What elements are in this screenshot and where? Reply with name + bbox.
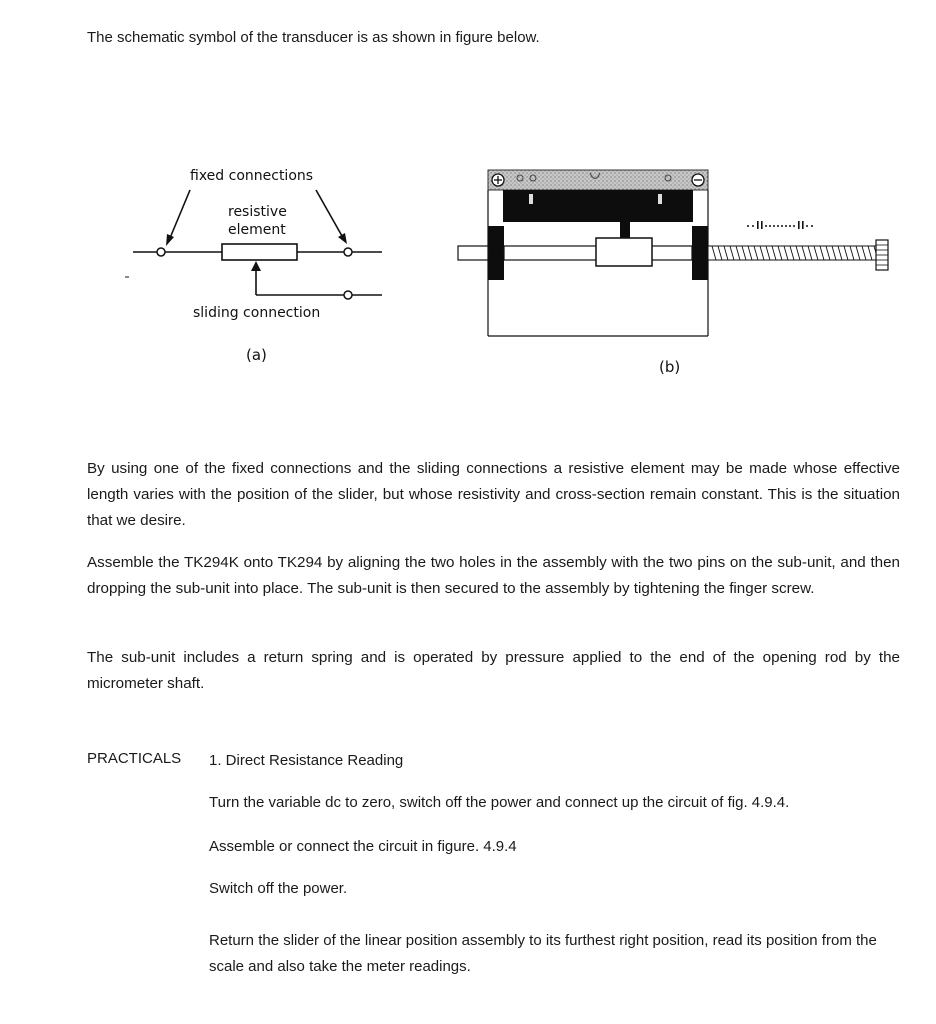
- figure-b-caption: (b): [659, 358, 681, 376]
- practical-step-instruction: Return the slider of the linear position assembly to its furthest right position, read its position from the scale and also take the meter readings.: [209, 932, 877, 975]
- resistive-label-line1: resistive: [228, 204, 287, 220]
- figure-a-schematic: [110, 160, 400, 350]
- paragraph-slider-explanation: By using one of the fixed connections and the sliding connections a resistive element may be made whose effective length varies with the position of the slider, but whose resistivity and cross-section remain constant. This is the situation that we desire.: [87, 460, 900, 529]
- figure-b-assembly: [450, 160, 900, 350]
- practical-step-instruction: Switch off the power.: [209, 880, 348, 897]
- practical-step-instruction: Assemble or connect the circuit in figure. 4.9.4: [209, 838, 517, 855]
- resistive-label-line2: element: [228, 222, 286, 238]
- practical-step-title: 1. Direct Resistance Reading: [209, 752, 404, 769]
- figure-a-caption: (a): [246, 346, 267, 364]
- intro-text: The schematic symbol of the transducer is as shown in figure below.: [87, 29, 540, 46]
- paragraph-return-spring: The sub-unit includes a return spring and is operated by pressure applied to the end of the opening rod by the micrometer shaft.: [87, 649, 900, 692]
- fixed-connections-label: fixed connections: [190, 168, 314, 184]
- practical-step-instruction: Turn the variable dc to zero, switch off the power and connect up the circuit of fig. 4.9.4.: [209, 794, 790, 811]
- paragraph-assemble-instructions: Assemble the TK294K onto TK294 by aligning the two holes in the assembly with the two pins on the sub-unit, and then dropping the sub-unit into place. The sub-unit is then secured to the assembly by tightening the finger screw.: [87, 554, 900, 597]
- sliding-connection-label: sliding connection: [193, 305, 321, 321]
- practicals-heading: PRACTICALS: [87, 750, 182, 767]
